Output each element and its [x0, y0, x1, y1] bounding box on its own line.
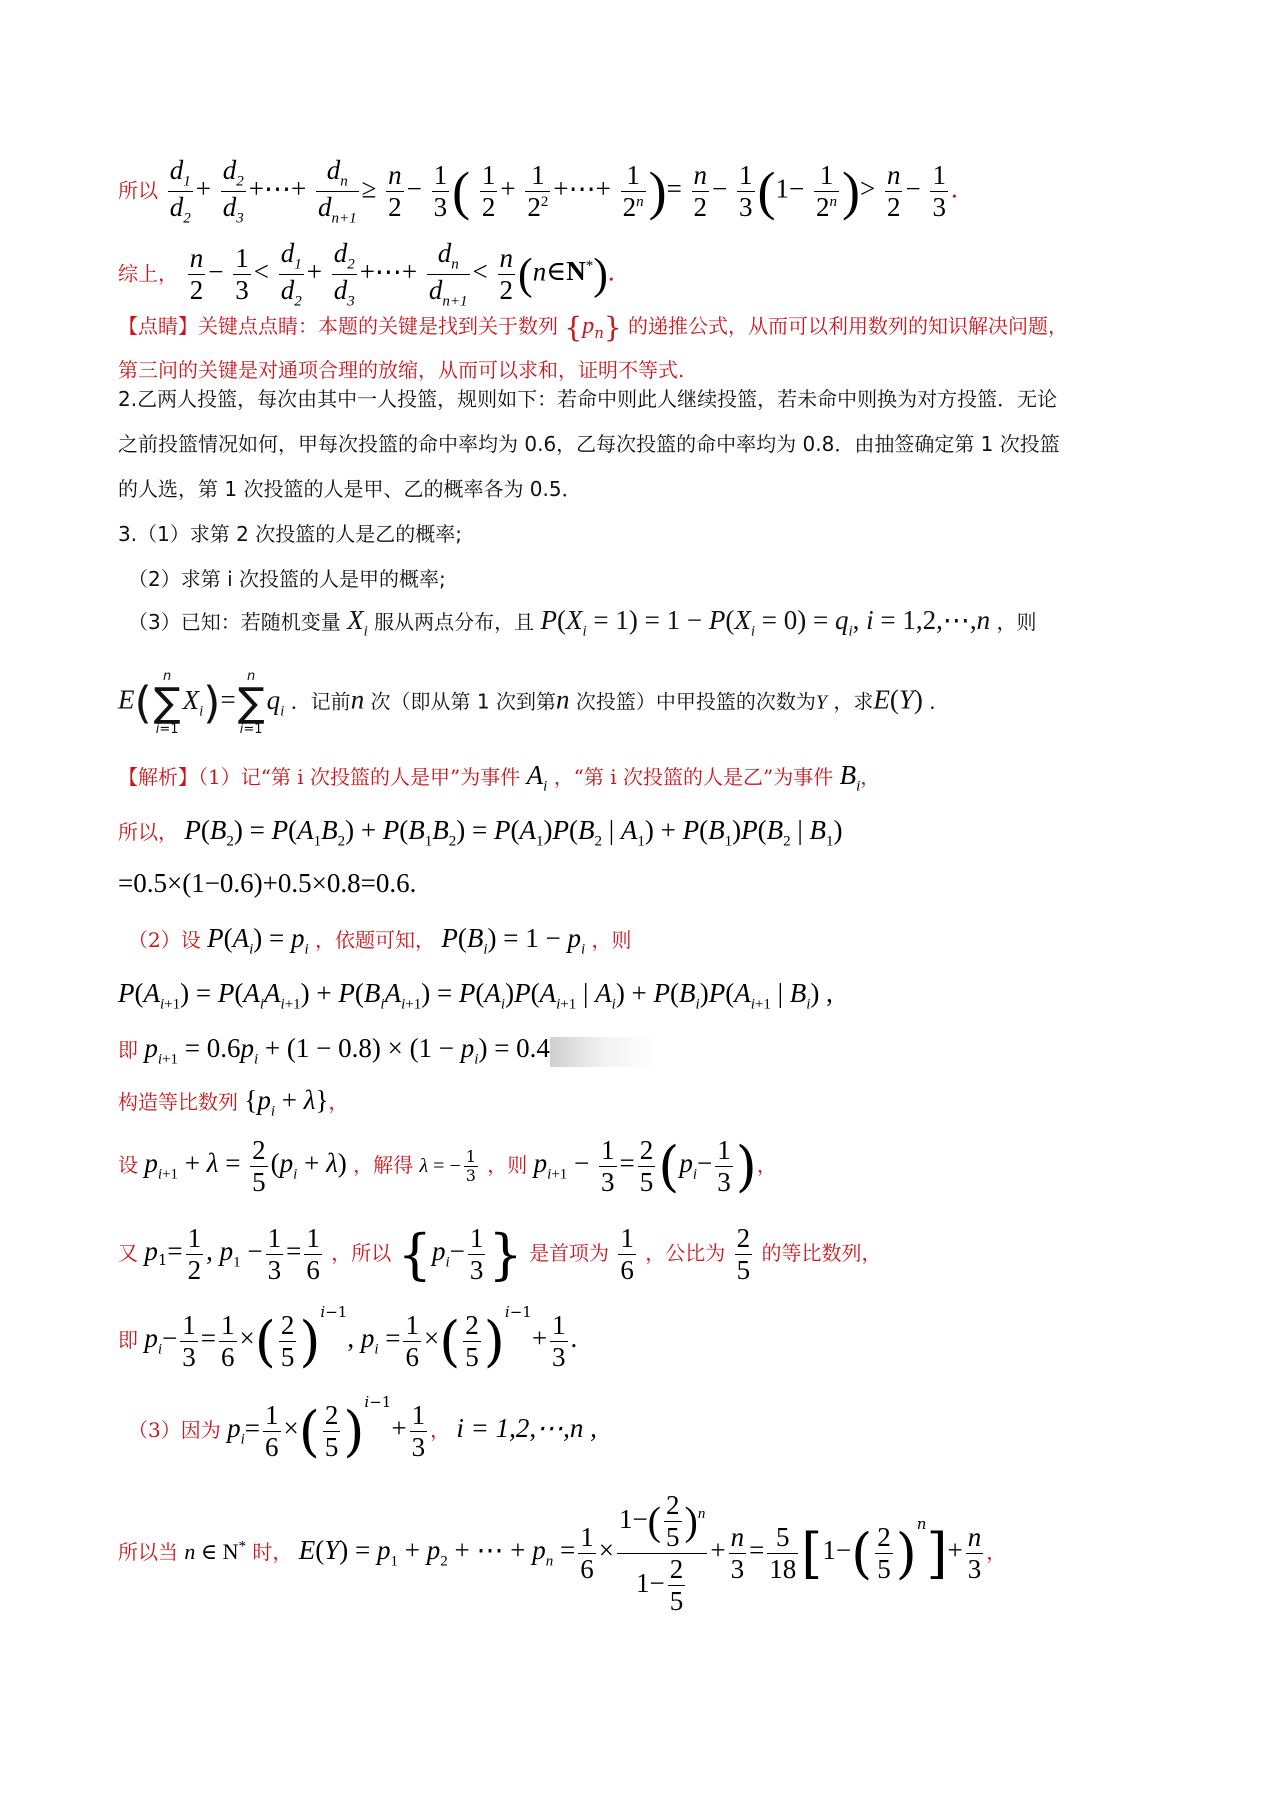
- s10-text: 即: [118, 1328, 138, 1353]
- so-label: 所以: [118, 180, 158, 203]
- s9-text-b: ，所以: [331, 1241, 392, 1266]
- s7-text: 构造等比数列: [118, 1090, 238, 1114]
- problem-line-1: 2.乙两人投篮，每次由其中一人投篮，规则如下：若命中则此人继续投篮，若未命中则换为对方投篮．无论: [118, 387, 1058, 411]
- question-2: （2）求第 i 次投篮的人是甲的概率;: [128, 567, 446, 591]
- solution-line-3: =0.5×(1−0.6)+0.5×0.8=0.6.: [118, 868, 417, 898]
- q3-text-f: 次投篮）中甲投篮的次数为: [575, 689, 816, 714]
- s11-text-a: （3）因为: [128, 1418, 221, 1443]
- q3-text-e: 次（即从第 1 次到第: [370, 689, 556, 714]
- conclusion-line-2: 综上， $\frac{n}{2}$ − $\frac{1}{3}$ < $\frac{d_1}{d_2}$ + $\frac{d_2}{d_3}$ +⋯+ $\frac{d_n}{d_{n+1}}$ < $\frac{n}{2}$ (n∈N*).: [118, 238, 615, 310]
- solution-line-7: 构造等比数列 $\{p_i + \lambda\}$，: [118, 1085, 349, 1120]
- s4-text-b: ，依题可知，: [315, 928, 436, 952]
- solution-line-6: 即 $p_{i+1} = 0.6p_i + (1 - 0.8) \times (1 - p_i) = 0.4$: [118, 1033, 660, 1068]
- s1-text-b: ，“第 i 次投篮的人是乙”为事件: [553, 765, 834, 789]
- problem-line-2: 之前投篮情况如何，甲每次投篮的命中率均为 0.6，乙每次投篮的命中率均为 0.8．由抽签确定第 1 次投篮: [118, 432, 1060, 456]
- solution-line-1: 【解析】（1）记“第 i 次投篮的人是甲”为事件 $A_i$ ，“第 i 次投篮的人是乙”为事件 $B_i$，: [118, 760, 881, 795]
- note-line-2: 第三问的关键是对通项合理的放缩，从而可以求和，证明不等式.: [118, 358, 685, 382]
- solution-line-11: （3）因为 $p_i=$ $\frac{1}{6}$ ×( $\frac{2}{5}$ )$^{i-1}$+ $\frac{1}{3}$ ， i = 1,2,⋯,n ,: [128, 1393, 597, 1464]
- s8-text-c: ，则: [487, 1153, 528, 1178]
- s4-text-c: ，则: [591, 928, 632, 952]
- s9-text-e: 的等比数列，: [761, 1241, 882, 1266]
- q3-text-h: ．: [929, 689, 950, 714]
- q3-text-c: ，则: [996, 610, 1037, 634]
- solution-line-9: 又 $p_1=$ $\frac{1}{2}$ , $p_1$ − $\frac{1}{3}$ = $\frac{1}{6}$ ，所以 {$p_i-$ $\frac{1}{3}$ } 是首项为 $\frac{1}{6}$ ，公比为 $\frac{2}{5}$ 的等比数列，: [118, 1223, 882, 1287]
- q3-text-d: ．记前: [290, 689, 351, 714]
- note-seq: p: [582, 313, 595, 339]
- solution-line-5: $P(A_{i+1}) = P(A_iA_{i+1}) + P(B_iA_{i+1}) = P(A_i)P(A_{i+1}$ | $A_i) + P(B_i)P(A_{i+1}$ | $B_i$) ,: [118, 978, 833, 1013]
- s8-text-a: 设: [118, 1153, 138, 1178]
- note-tail: 的递推公式，从而可以利用数列的知识解决问题，: [628, 314, 1069, 338]
- s12-text-a: 所以当: [118, 1540, 178, 1565]
- s9-text-c: 是首项为: [529, 1241, 610, 1266]
- solution-line-4: （2）设 $P(A_i) = p_i$ ，依题可知， $P(B_i) = 1 - p_i$ ，则: [128, 923, 632, 958]
- s8-text-b: ，解得: [353, 1153, 414, 1178]
- note-text: 【点睛】关键点点睛：本题的关键是找到关于数列: [118, 314, 558, 338]
- q3-text-g: ，求: [833, 689, 874, 714]
- s12-text-b: 时，: [252, 1540, 293, 1565]
- question-1: 3.（1）求第 2 次投篮的人是乙的概率;: [118, 522, 462, 546]
- problem-line-3: 的人选，第 1 次投篮的人是甲、乙的概率各为 0.5．: [118, 477, 582, 501]
- q3-text-a: （3）已知：若随机变量: [128, 610, 341, 634]
- key-point-note: 【点睛】关键点点睛：本题的关键是找到关于数列 $\{p_n\}$ 的递推公式，从而可以利用数列的知识解决问题，: [118, 311, 1069, 344]
- summary-label: 综上，: [118, 263, 178, 286]
- s11-index-range: i = 1,2,⋯,n ,: [456, 1413, 597, 1444]
- s9-text-a: 又: [118, 1241, 138, 1266]
- solution-line-2: 所以， $P(B_2) = P(A_1B_2) + P(B_1B_2) = P(A_1)P(B_2$ | $A_1) + P(B_1)P(B_2$ | $B_1$): [118, 815, 843, 850]
- conclusion-line-1: 所以 $\frac{d_1}{d_2}$ + $\frac{d_2}{d_3}$ +⋯+ $\frac{d_n}{d_{n+1}}$ ≥ $\frac{n}{2}$ − $\frac{1}{3}$ ( $\frac{1}{2}$ + $\frac{1}{2^2}$ +⋯+ $\frac{1}{2^n}$ )= $\frac{n}{2}$ − $\frac{1}{3}$ (1− $\frac{1}{2^n}$ )> $\frac{n}{2}$ − $\frac{1}{3}$ .: [118, 155, 958, 227]
- question-3-line-2: E(n ∑ $i=1X_i)=n$ ∑ $i=1q_i$ ．记前n 次（即从第 1 次到第n 次投篮）中甲投篮的次数为Y ，求E(Y) ．: [118, 669, 950, 737]
- solution-line-10: 即 $p_i-$ $\frac{1}{3}$ = $\frac{1}{6}$ ×( $\frac{2}{5}$ )$^{i-1}$, $p_i$ = $\frac{1}{6}$ ×( $\frac{2}{5}$ )$^{i-1}$+ $\frac{1}{3}$ .: [118, 1303, 578, 1374]
- question-3-line-1: （3）已知：若随机变量 $X_i$ 服从两点分布，且 $P(X_i = 1) = 1 - P(X_i = 0) = q_i$, i = 1,2,⋯,n ，则: [128, 605, 1037, 640]
- smudge: [550, 1037, 660, 1067]
- s9-text-d: ，公比为: [645, 1241, 726, 1266]
- solution-line-12: 所以当 n ∈ N* 时， $E(Y) = p_1 + p_2$ + ⋯ + $p_n$ = $\frac{1}{6}$ × 1−( $\frac{2}{5}$ )$^n$ 1− $\frac{2}{5}$ + $\frac{n}{3}$ = $\frac{5}{18}$ [1−( $\frac{2}{5}$ )$^n$]+ $\frac{n}{3}$ ，: [118, 1490, 1007, 1617]
- s1-text-a: 【解析】（1）记“第 i 次投篮的人是甲”为事件: [118, 765, 521, 789]
- s4-text-a: （2）设: [128, 928, 201, 952]
- q3-text-b: 服从两点分布，且: [374, 610, 535, 634]
- solution-line-8: 设 $p_{i+1} + \lambda$ = $\frac{2}{5}$ $(p_i + \lambda)$ ，解得 λ = − $\frac{1}{3}$ ，则 $p_{i+1}$ − $\frac{1}{3}$ = $\frac{2}{5}$ ($p_i-$ $\frac{1}{3}$ )，: [118, 1135, 777, 1199]
- s6-text: 即: [118, 1038, 138, 1062]
- s2-text: 所以，: [118, 820, 178, 844]
